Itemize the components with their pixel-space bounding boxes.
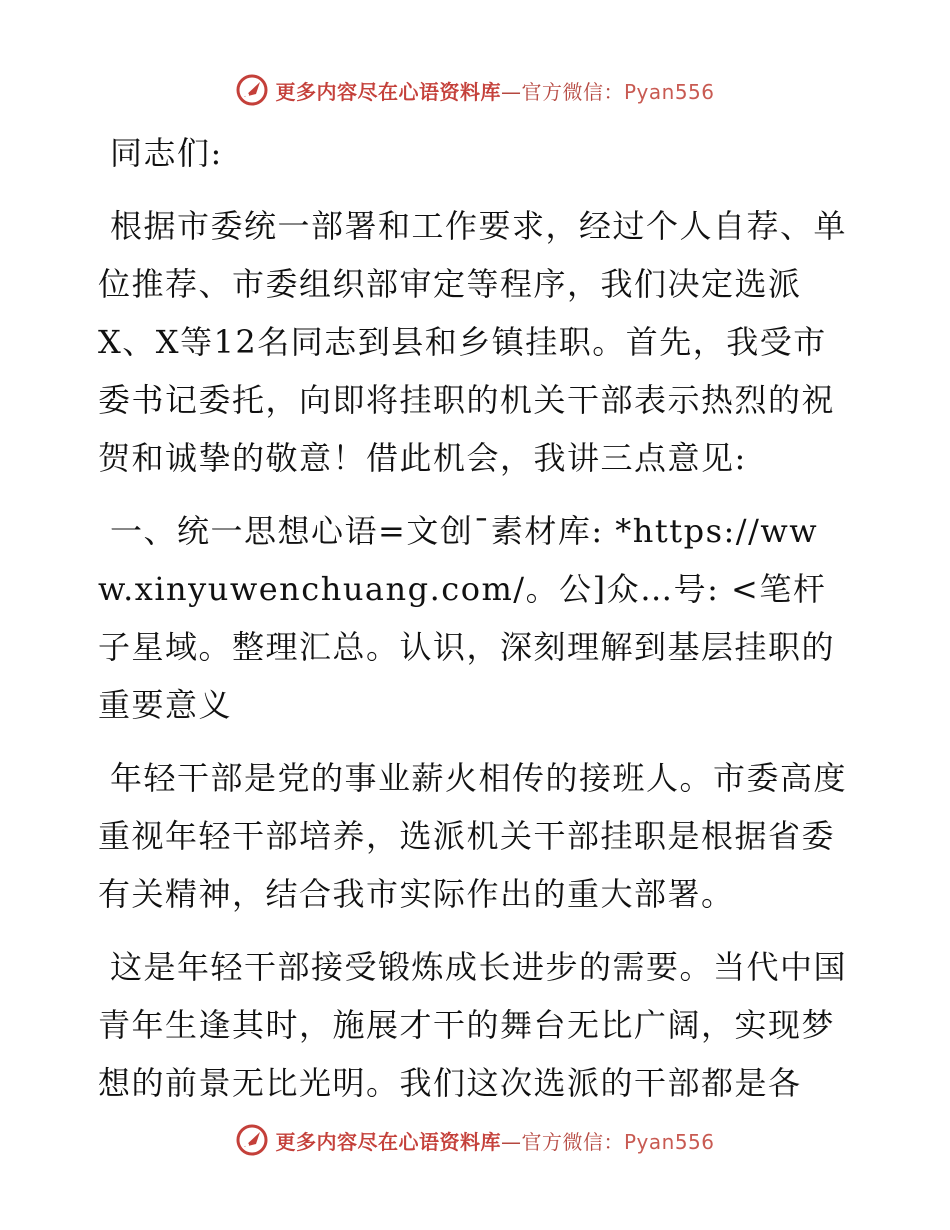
- footer-watermark-banner: [0, 1120, 950, 1160]
- banner-brand: 更多内容尽在心语资料库: [275, 79, 501, 104]
- banner-text: [275, 76, 714, 105]
- banner-official-label: 官方微信：: [521, 79, 624, 104]
- quill-logo-icon: [235, 73, 269, 107]
- salutation: 同志们:: [110, 134, 223, 172]
- banner-separator: —: [500, 79, 522, 104]
- banner-handle: Pyan556: [623, 1129, 715, 1154]
- banner-brand: 更多内容尽在心语资料库: [275, 1129, 501, 1154]
- paragraph-intro: 根据市委统一部署和工作要求，经过个人自荐、单位推荐、市委组织部审定等程序，我们决定选派X、X等12名同志到县和乡镇挂职。首先，我受市委书记委托，向即将挂职的机关干部表示热烈的祝贺和诚挚的敬意！借此机会，我讲三点意见:: [98, 207, 848, 477]
- banner-official-label: 官方微信：: [521, 1129, 624, 1154]
- section-heading-1: 一、统一思想心语=文创¯素材库: *https://www.xinyuwenchuang.com/。公]众…号: <笔杆子星域。整理汇总。认识，深刻理解到基层挂职的重要意义: [98, 512, 836, 724]
- banner-separator: —: [500, 1129, 522, 1154]
- document-body: [98, 124, 854, 1127]
- banner-handle: Pyan556: [623, 79, 715, 104]
- paragraph-growth-need: 这是年轻干部接受锻炼成长进步的需要。当代中国青年生逢其时，施展才干的舞台无比广阔，实现梦想的前景无比光明。我们这次选派的干部都是各: [98, 948, 848, 1102]
- paragraph-young-cadres: 年轻干部是党的事业薪火相传的接班人。市委高度重视年轻干部培养，选派机关干部挂职是根据省委有关精神，结合我市实际作出的重大部署。: [98, 759, 848, 913]
- banner-text: [275, 1126, 714, 1155]
- quill-logo-icon: [235, 1123, 269, 1157]
- header-watermark-banner: [0, 70, 950, 110]
